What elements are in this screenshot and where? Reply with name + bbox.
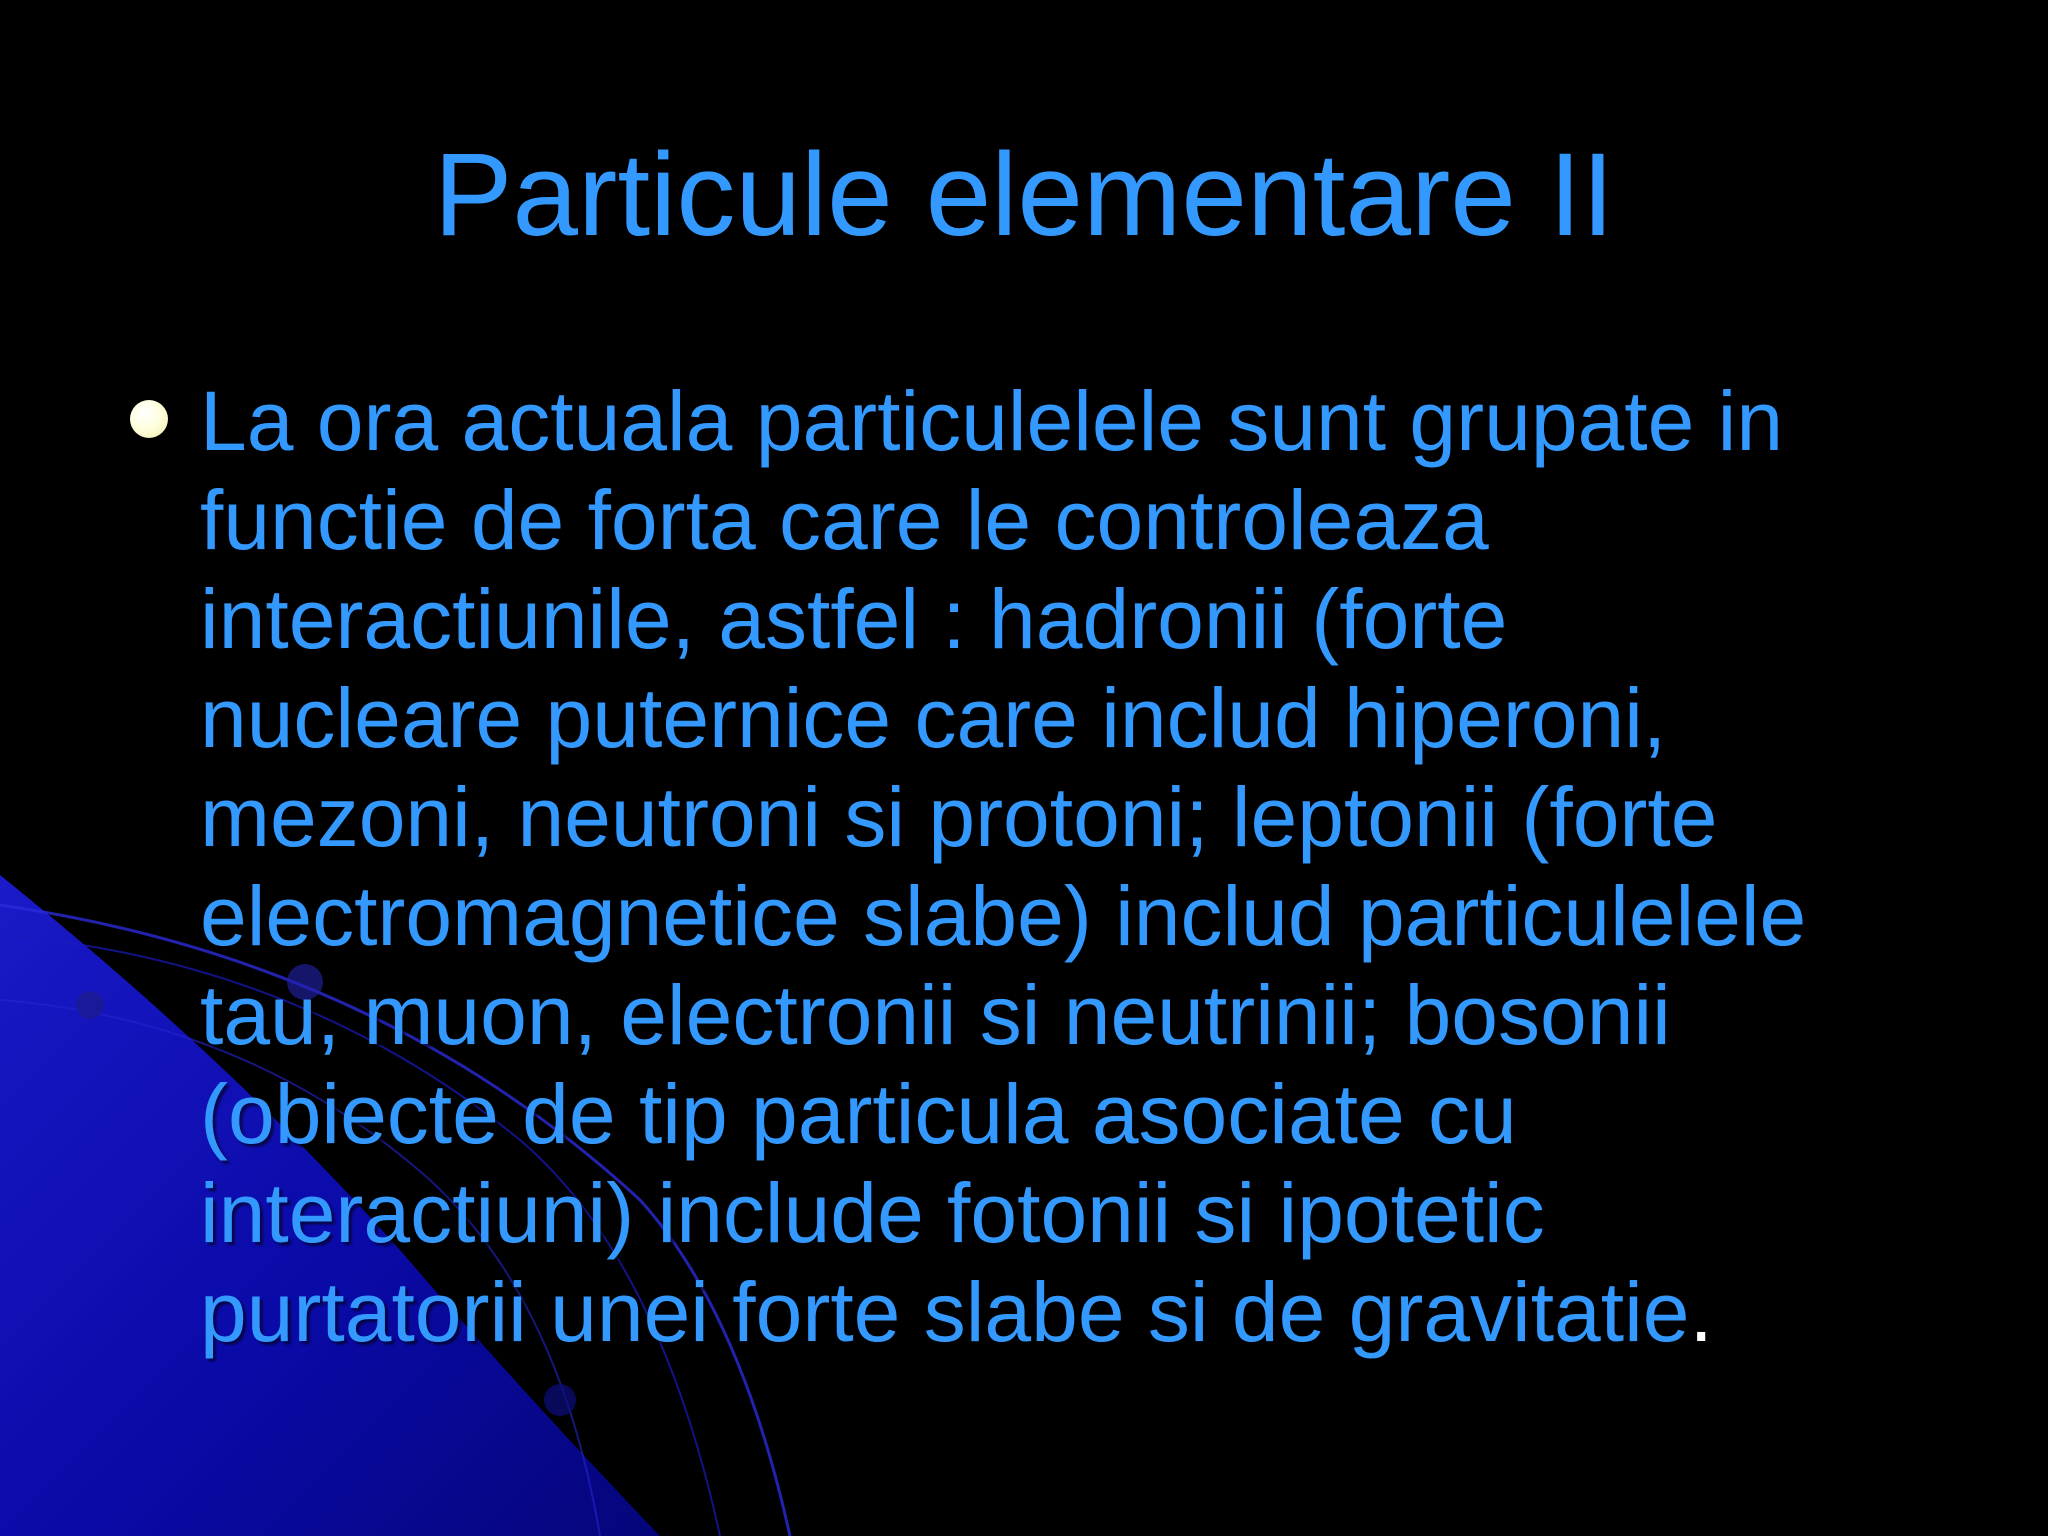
bullet-text xyxy=(200,372,2020,1362)
bullet-line: mezoni, neutroni si protoni; leptonii (forte xyxy=(200,770,1718,864)
list-item xyxy=(126,372,1926,1362)
slide-title: Particule elementare II xyxy=(433,129,1615,261)
bullet-line: (obiecte de tip particula asociate cu xyxy=(200,1067,1517,1161)
bullet-line: interactiunile, astfel : hadronii (forte xyxy=(200,572,1508,666)
bullet-line: electromagnetice slabe) includ particulelele xyxy=(200,869,1807,963)
bullet-line: La ora actuala particulelele sunt grupate in xyxy=(200,374,1784,468)
bullet-line: nucleare puternice care includ hiperoni, xyxy=(200,671,1667,765)
bullet-line: tau, muon, electronii si neutrinii; bosonii xyxy=(200,968,1671,1062)
bullet-dot-icon xyxy=(130,400,168,438)
bullet-line-last xyxy=(200,1263,2020,1362)
bullet-line: functie de forta care le controleaza xyxy=(200,473,1489,567)
final-period: . xyxy=(1689,1265,1713,1359)
bullet-line: interactiuni) include fotonii si ipotetic xyxy=(200,1166,1545,1260)
bullet-line: purtatorii unei forte slabe si de gravitatie xyxy=(200,1265,1690,1359)
bullet-list xyxy=(126,372,1926,1362)
